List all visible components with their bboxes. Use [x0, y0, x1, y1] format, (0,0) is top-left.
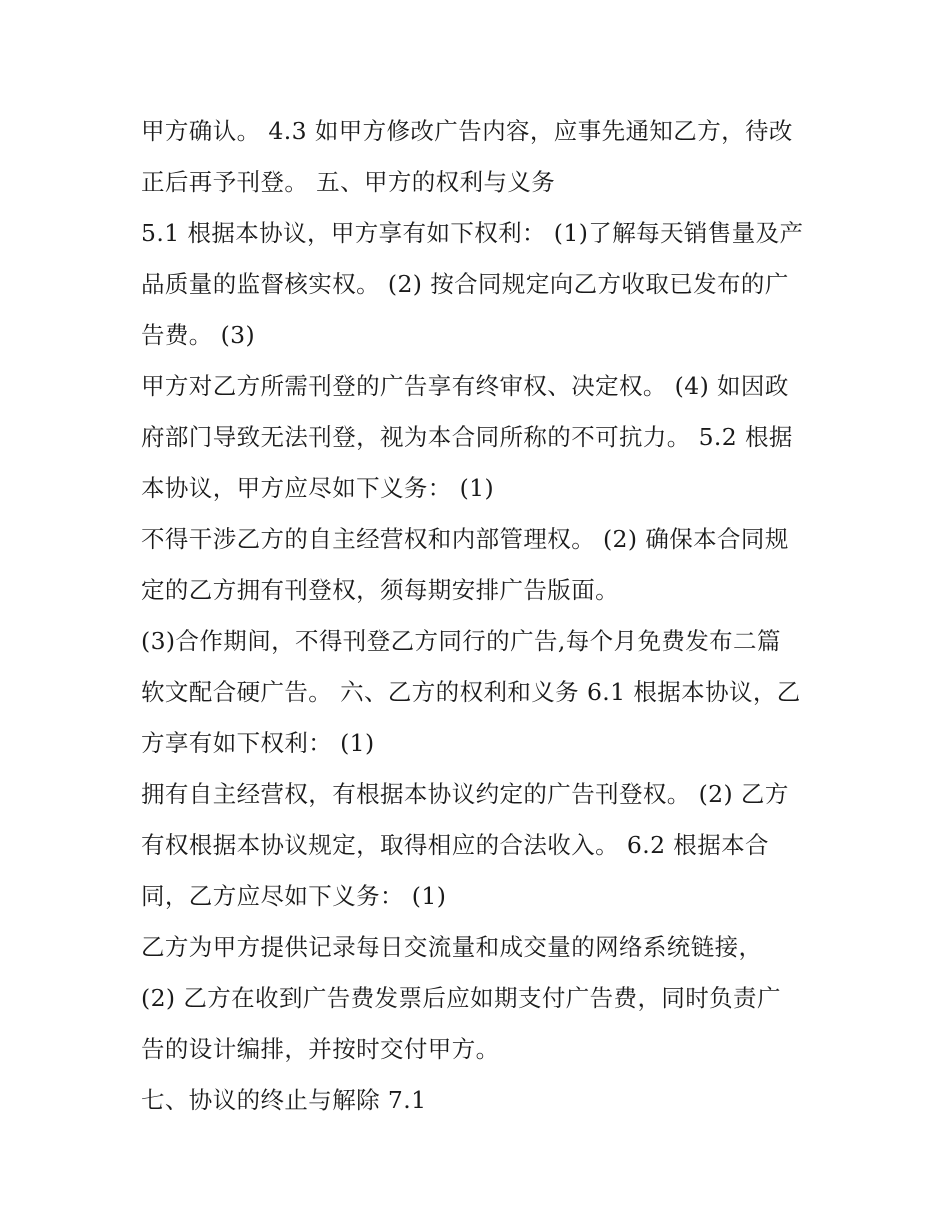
- text-line: 不得干涉乙方的自主经营权和内部管理权。 (2) 确保本合同规: [141, 525, 789, 553]
- text-line: 品质量的监督核实权。 (2) 按合同规定向乙方收取已发布的广: [141, 270, 789, 298]
- text-line: 甲方对乙方所需刊登的广告享有终审权、决定权。 (4) 如因政: [141, 372, 789, 400]
- text-line: 告的设计编排，并按时交付甲方。: [141, 1035, 500, 1063]
- text-line: 方享有如下权利： (1): [141, 729, 375, 757]
- text-line: 软文配合硬广告。 六、乙方的权利和义务 6.1 根据本协议，乙: [141, 678, 801, 706]
- text-line: 拥有自主经营权，有根据本协议约定的广告刊登权。 (2) 乙方: [141, 780, 789, 808]
- contract-text-body: [141, 106, 821, 1126]
- text-line: (2) 乙方在收到广告费发票后应如期支付广告费，同时负责广: [141, 984, 781, 1012]
- text-line: 乙方为甲方提供记录每日交流量和成交量的网络系统链接，: [141, 933, 763, 961]
- text-line: 府部门导致无法刊登，视为本合同所称的不可抗力。 5.2 根据: [141, 423, 793, 451]
- text-line: 5.1 根据本协议，甲方享有如下权利： (1)了解每天销售量及产: [141, 219, 804, 247]
- text-line: 有权根据本协议规定，取得相应的合法收入。 6.2 根据本合: [141, 831, 769, 859]
- text-line: (3)合作期间，不得刊登乙方同行的广告,每个月免费发布二篇: [141, 627, 781, 655]
- text-line: 本协议，甲方应尽如下义务： (1): [141, 474, 495, 502]
- text-line: 正后再予刊登。 五、甲方的权利与义务: [141, 168, 556, 196]
- text-line: 七、协议的终止与解除 7.1: [141, 1086, 427, 1114]
- text-line: 同，乙方应尽如下义务： (1): [141, 882, 447, 910]
- text-line: 告费。 (3): [141, 321, 256, 349]
- text-line: 甲方确认。 4.3 如甲方修改广告内容，应事先通知乙方，待改: [141, 117, 793, 145]
- text-line: 定的乙方拥有刊登权，须每期安排广告版面。: [141, 576, 619, 604]
